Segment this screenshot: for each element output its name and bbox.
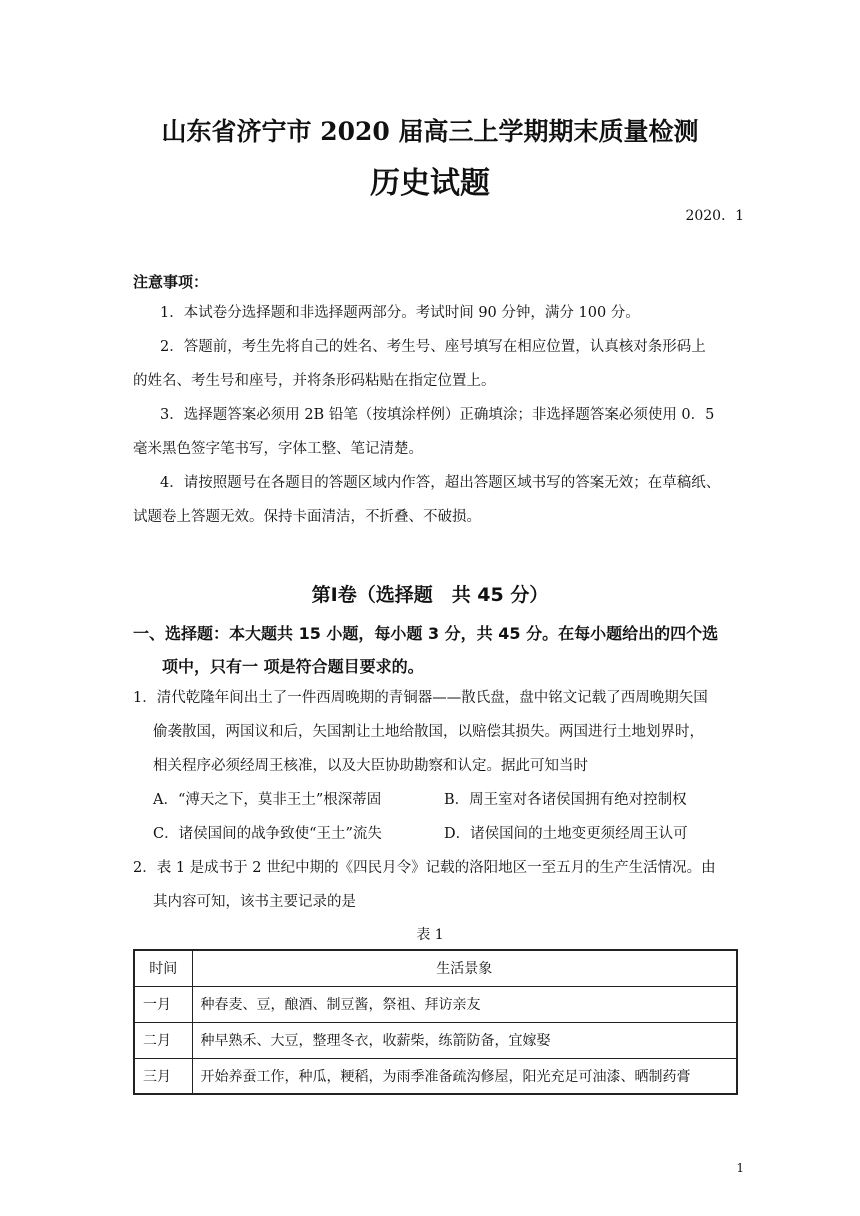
section-title: 第Ⅰ卷（选择题 共 45 分） <box>311 584 549 606</box>
section-instruction: 一、选择题：本大题共 15 小题，每小题 3 分，共 45 分。在每小题给出的四个选 <box>133 624 719 643</box>
exam-title: 山东省济宁市 2020 届高三上学期期末质量检测 <box>161 117 699 146</box>
notice-line-2: 2．答题前，考生先将自己的姓名、考生号、座号填写在相应位置，认真核对条形码上 <box>160 339 706 355</box>
notice-line-2-cont: 的姓名、考生号和座号，并将条形码粘贴在指定位置上。 <box>133 373 496 389</box>
notice-line-1: 1．本试卷分选择题和非选择题两部分。考试时间 90 分钟，满分 100 分。 <box>160 305 640 321</box>
section-instruction-cont: 项中，只有一 项是符合题目要求的。 <box>162 657 424 676</box>
table-cell-month: 一月 <box>134 986 192 1022</box>
question-1-option-b: B．周王室对各诸侯国拥有绝对控制权 <box>444 792 687 808</box>
table-cell-scene: 开始养蚕工作，种瓜，粳稻，为雨季准备疏沟修屋，阳光充足可油漆、晒制药膏 <box>192 1058 737 1094</box>
question-2-stem: 2．表 1 是成书于 2 世纪中期的《四民月令》记载的洛阳地区一至五月的生产生活情况。由 <box>133 860 716 876</box>
table-row <box>134 986 737 1022</box>
exam-subtitle: 历史试题 <box>370 166 490 201</box>
question-1-stem-line3: 相关程序必须经周王核准，以及大臣协助勘察和认定。据此可知当时 <box>153 758 588 774</box>
table-cell-month: 三月 <box>134 1058 192 1094</box>
notice-heading: 注意事项： <box>133 273 209 291</box>
question-1-stem-line2: 偷袭散国，两国议和后，矢国割让土地给散国，以赔偿其损失。两国进行土地划界时， <box>153 724 704 740</box>
notice-line-3-cont: 毫米黑色签字笔书写，字体工整、笔记清楚。 <box>133 441 423 457</box>
table-row <box>134 1022 737 1058</box>
table-cell-scene: 种春麦、豆，酿酒、制豆酱，祭祖、拜访亲友 <box>192 986 737 1022</box>
exam-date: 2020．1 <box>685 208 744 224</box>
question-1-option-c: C．诸侯国间的战争致使“王土”流失 <box>153 826 382 842</box>
page-number: 1 <box>736 1161 744 1175</box>
table-header-row <box>134 950 737 986</box>
question-1-stem: 1．清代乾隆年间出土了一件西周晚期的青铜器——散氏盘，盘中铭文记载了西周晚期矢国 <box>133 690 708 706</box>
life-scenes-table <box>133 949 738 1095</box>
question-1-option-d: D．诸侯国间的土地变更须经周王认可 <box>444 826 688 842</box>
notice-line-4: 4．请按照题号在各题目的答题区域内作答，超出答题区域书写的答案无效；在草稿纸、 <box>160 475 721 491</box>
question-2-stem-line2: 其内容可知，该书主要记录的是 <box>153 894 356 910</box>
table-header-cell: 生活景象 <box>192 950 737 986</box>
notice-line-4-cont: 试题卷上答题无效。保持卡面清洁，不折叠、不破损。 <box>133 509 481 525</box>
table-cell-scene: 种早熟禾、大豆，整理冬衣，收薪柴，练箭防备，宜嫁娶 <box>192 1022 737 1058</box>
table-caption: 表 1 <box>416 927 444 943</box>
table-row <box>134 1058 737 1094</box>
table-cell-month: 二月 <box>134 1022 192 1058</box>
notice-line-3: 3．选择题答案必须用 2B 铅笔（按填涂样例）正确填涂；非选择题答案必须使用 0．5 <box>160 407 715 423</box>
question-1-option-a: A．“溥天之下，莫非王土”根深蒂固 <box>153 792 382 808</box>
table-header-cell: 时间 <box>134 950 192 986</box>
